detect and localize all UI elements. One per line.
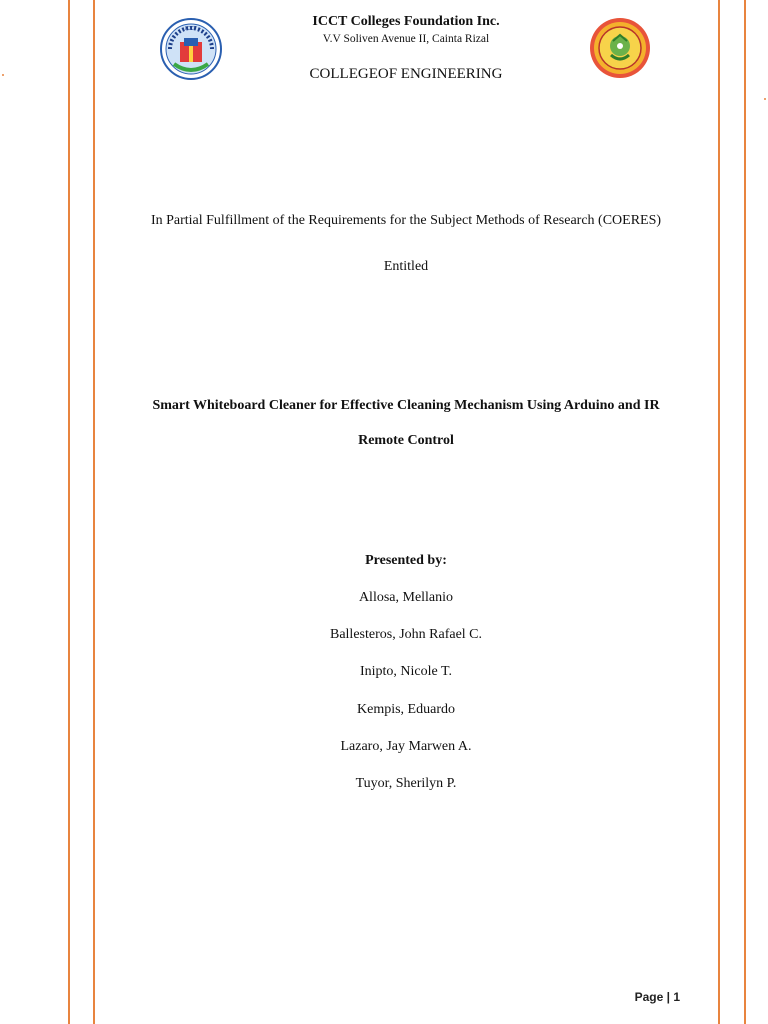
margin-speck: [764, 98, 766, 100]
author-name: Kempis, Eduardo: [357, 702, 455, 717]
presented-by-label: Presented by:: [365, 553, 447, 568]
svg-text:ICCT: ICCT: [185, 26, 197, 32]
margin-speck: [2, 74, 4, 76]
research-title-line-2: Remote Control: [358, 433, 454, 448]
right-inner-border: [718, 0, 720, 1024]
right-outer-border: [744, 0, 746, 1024]
left-outer-border: [68, 0, 70, 1024]
college-name: COLLEGEOF ENGINEERING: [309, 66, 503, 82]
author-name: Tuyor, Sherilyn P.: [355, 776, 457, 791]
author-name: Allosa, Mellanio: [358, 590, 454, 605]
left-inner-border: [93, 0, 95, 1024]
research-title-line-1: Smart Whiteboard Cleaner for Effective Cleaning Mechanism Using Arduino and IR: [152, 398, 660, 413]
author-name: Inipto, Nicole T.: [359, 664, 453, 679]
author-name: Lazaro, Jay Marwen A.: [340, 739, 472, 754]
author-name: Ballesteros, John Rafael C.: [329, 627, 483, 642]
entitled-label: Entitled: [383, 259, 429, 274]
institution-name: ICCT Colleges Foundation Inc.: [312, 14, 500, 29]
page-number: Page | 1: [634, 990, 680, 1004]
fulfillment-statement: In Partial Fulfillment of the Requirements for the Subject Methods of Research (COERES): [150, 213, 662, 228]
institution-address: V.V Soliven Avenue II, Cainta Rizal: [322, 33, 490, 45]
